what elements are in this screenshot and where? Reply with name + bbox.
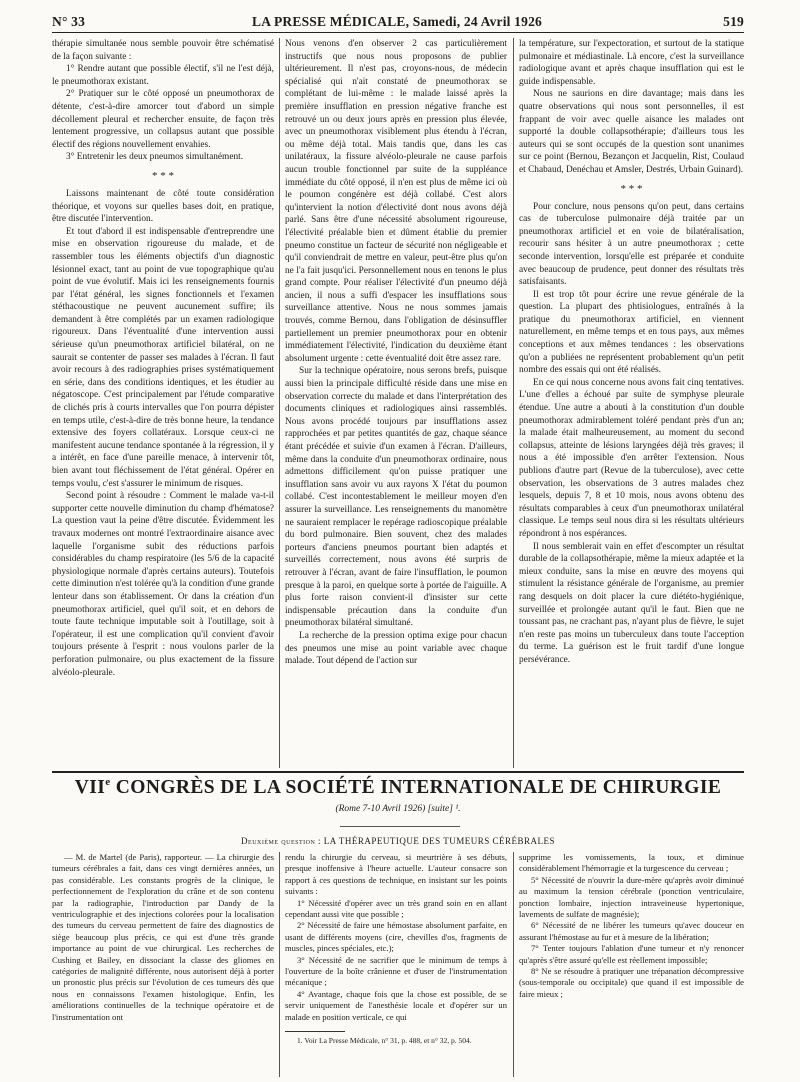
header-rule bbox=[52, 32, 744, 33]
paragraph: Nous ne saurions en dire davantage; mais dans les quatre observations qui nous sont personnelles, il est frappant de voir avec quelle aisance les malades ont supporté la double collapsothérapie; d'ailleurs tous les auteurs qui se sont occupés de la question sont unanimes sur ce point (Bernou, Bezançon et Jacquelin, Rist, Coulaud et Chabaud, Denéchau et Amsler, Destrés, Urbain Guinard). bbox=[519, 89, 744, 175]
column-divider bbox=[513, 852, 514, 1077]
section-separator-stars: * * * bbox=[152, 169, 174, 182]
paragraph: Laissons maintenant de côté toute considération théorique, et voyons sur quelles bases doit, en pratique, être discutée l'intervention. bbox=[52, 188, 274, 225]
paragraph: la température, sur l'expectoration, et surtout de la statique pulmonaire et médiastinale. Là encore, c'est la surveillance radiologique avant et après chaque insufflation qui est le guide indispensable. bbox=[519, 39, 744, 87]
running-header bbox=[52, 14, 744, 32]
article-column-1 bbox=[52, 38, 274, 768]
section-rule bbox=[52, 771, 744, 773]
title-rule bbox=[340, 826, 460, 827]
paragraph: Il nous semblerait vain en effet d'escompter un résultat durable de la collapsothérapie, même la mieux adaptée et la mieux conduite, sans la mise en œuvre des moyens qui stimulent la résistance générale de l'organisme, au premier rang desquels on doit placer la cure diététo-hygiénique, surveillée et prolongée autant qu'il le faut. Bien que ne toussant pas, ne crachant pas, n'ayant plus de fièvre, le sujet n'en reste pas moins un tuberculeux dans toute l'acception du terme. La guérison est le fruit tardif d'une longue persévérance. bbox=[519, 541, 744, 665]
report-column-2 bbox=[285, 852, 507, 1077]
paragraph: supprime les vomissements, la toux, et diminue considérablement l'hémorragie et la turgescence du cerveau ; bbox=[519, 852, 744, 874]
congress-title-ordinal-suffix: e bbox=[105, 776, 111, 788]
issue-number: N° 33 bbox=[52, 14, 86, 29]
paragraph: 6° Nécessité de ne libérer les tumeurs qu'avec douceur en assurant l'hémostase au fur et à mesure de la libération; bbox=[519, 920, 744, 942]
paragraph: rendu la chirurgie du cerveau, si meurtrière à ses débuts, presque inoffensive à l'heure actuelle. L'auteur consacre son rapport à ces questions de technique, en insistant sur les points suivants : bbox=[285, 852, 507, 897]
paragraph: 4° Avantage, chaque fois que la chose est possible, de se servir uniquement de l'anesthésie locale et d'opérer sur un malade en position verticale, ce qui bbox=[285, 988, 507, 1022]
question-label: Deuxième question bbox=[241, 836, 316, 846]
article-column-2 bbox=[285, 38, 507, 768]
report-column-1 bbox=[52, 852, 274, 1077]
paragraph: 7° Tenter toujours l'ablation d'une tumeur et n'y renoncer qu'après s'être assuré qu'elle est réellement impossible; bbox=[519, 943, 744, 965]
paragraph: La recherche de la pression optima exige pour chacun des pneumos une mise au point variable avec chaque malade. Tout dépend de l'action sur bbox=[285, 630, 507, 667]
paragraph: 2° Nécessité de faire une hémostase absolument parfaite, en usant de différents moyens (cire, chevilles d'os, fragments de muscles, pinces spéciales, etc.); bbox=[285, 920, 507, 954]
section-separator-stars: * * * bbox=[620, 182, 643, 195]
footnote-rule bbox=[285, 1031, 345, 1032]
paragraph: Pour conclure, nous pensons qu'on peut, dans certains cas de tuberculose pulmonaire déjà traitée par un pneumothorax artificiel et en voie de bilatéralisation, recourir sans hésiter à un autre pneumothorax ; cette seconde intervention, lorsqu'elle est préparée et conduite avec beaucoup de prudence, peut donner des résultats très satisfaisants. bbox=[519, 201, 744, 288]
paragraph: 8° Ne se résoudre à pratiquer une trépanation décompressive (sous-temporale ou occipitale) que quand il est impossible de faire mieux ; bbox=[519, 966, 744, 999]
page-number: 519 bbox=[723, 14, 744, 29]
paragraph: 1° Nécessité d'opérer avec un très grand soin en en allant cependant aussi vite que possible ; bbox=[285, 897, 507, 920]
footnote: 1. Voir La Presse Médicale, n° 31, p. 488, et n° 32, p. 504. bbox=[297, 1036, 472, 1046]
question-title: : LA THÉRAPEUTIQUE DES TUMEURS CÉRÉBRALES bbox=[315, 836, 555, 846]
paragraph: 1° Rendre autant que possible électif, s'il ne l'est déjà, le pneumothorax existant. bbox=[52, 64, 274, 87]
paragraph: 3° Entretenir les deux pneumos simultanément. bbox=[66, 152, 244, 163]
paragraph: Nous venons d'en observer 2 cas particulièrement instructifs que nous nous proposons de publier ultérieurement. Il n'est pas, croyons-nous, de médecin spécialisé qui n'ait constaté de pneumothorax se complétant de lui-même : le malade laissé après la première insufflation en pression négative franche est retrouvé un ou deux jours après en pression plus élevée, avec un pneumothorax visiblement plus étendu à l'écran, ou même déjà total. Mais tandis que, dans les cas unilatéraux, la fissure alvéolo-pleurale ne cause parfois aucun trouble fonctionnel par suite de la suppléance immédiate du côté opposé, il n'en est plus de même ici où le poumon congénère est déjà collabé. C'est alors qu'intervient la notion d'électivité dont nous avons déjà parlé. Sans être d'une nécessité absolument rigoureuse, l'électivité préalable bien et dûment établie du premier pneumo constitue un facteur de sécurité non négligeable et qu'il conviendrait de mettre en valeur, peut-être plus qu'on ne l'a fait jusqu'ici. Personnellement nous en tenons le plus grand compte. Pour réaliser l'électivité d'un pneumo déjà ancien, il nous a suffi d'espacer les insufflations sous surveillance attentive. Nous ne nous sommes jamais trouvés, comme Bernou, dans l'obligation de désinsuffler partiellement un premier pneumothorax pour en obtenir immédiatement l'électivité, l'indication du deuxième étant absolument urgente : cette éventualité doit être assez rare. bbox=[285, 39, 507, 364]
paragraph: Il est trop tôt pour écrire une revue générale de la question. La plupart des phtisiologues, entraînés à la pratique du pneumothorax artificiel, en viennent naturellement, en même temps et en tous pays, aux mêmes conceptions et aux mêmes tendances : les observations qu'on a publiées ne représentent probablement qu'un petit nombre des essais qui ont été réalisés. bbox=[519, 289, 744, 376]
paragraph: 3° Nécessité de ne sacrifier que le minimum de temps à l'ouverture de la boîte crânienne et d'user de l'instrumentation mécanique ; bbox=[285, 954, 507, 988]
article-column-3 bbox=[519, 38, 744, 768]
paragraph: thérapie simultanée nous semble pouvoir être schématisé de la façon suivante : bbox=[52, 39, 274, 62]
report-column-2-text bbox=[285, 852, 507, 1023]
paragraph: Second point à résoudre : Comment le malade va-t-il supporter cette nouvelle diminution du champ d'hématose? La question vaut la peine d'être discutée. Évidemment les travaux modernes ont montré l'extraordinaire aisance avec laquelle l'organisme subit des réductions parfois considérables du champ respiratoire (les 5/6 de la capacité physiologique normale d'après certains auteurs). Toutefois cette diminution n'est tolérée qu'à la condition d'une grande lenteur dans son établissement. Or dans la création d'un pneumothorax artificiel, quel qu'il soit, et en dehors de toute faute technique imputable soit à l'outillage, soit à l'opérateur, il est une complication qu'il convient d'avoir toujours présente à l'esprit : nous voulons parler de la perforation pulmonaire, ou plus exactement de la fissure alvéolo-pleurale. bbox=[52, 491, 274, 678]
column-divider bbox=[279, 38, 280, 768]
congress-title-text: CONGRÈS DE LA SOCIÉTÉ INTERNATIONALE DE CHIRURGIE bbox=[110, 777, 722, 798]
column-divider bbox=[513, 38, 514, 768]
column-divider bbox=[279, 852, 280, 1077]
paragraph: En ce qui nous concerne nous avons fait cinq tentatives. L'une d'elles a échoué par suite de symphyse pleurale étendue. Une autre a abouti à la constitution d'un double pneumothorax admirablement toléré pendant près d'un an; la malade était malheureusement, au moment du second collapsus, atteinte de lésions laryngées déjà très graves; il nous a été impossible d'en arrêter l'extension. Nous publions d'autre part (Revue de la tuberculose), avec cette observation, les observations de 3 autres malades chez lesquels, depuis 7, 8 et 10 mois, nous avons obtenu des résultats comparables à ceux d'un pneumothorax unilatéral classique. Le temps seul nous dira si les résultats ultérieurs répondront à nos espérances. bbox=[519, 377, 744, 539]
congress-title bbox=[52, 777, 744, 799]
congress-title-ordinal: VII bbox=[74, 777, 106, 798]
paragraph: 2° Pratiquer sur le côté opposé un pneumothorax de détente, c'est-à-dire amorcer tout d'abord un simple décollement pleural et rechercher ensuite, de façon très lentement progressive, un collapsus autant que possible électif des régions nouvellement envahies. bbox=[52, 89, 274, 150]
paragraph: 5° Nécessité de n'ouvrir la dure-mère qu'après avoir diminué au maximum la tension cérébrale (ponction ventriculaire, ponction lombaire, injection intraveineuse hypertonique, lavements de sulfate de magnésie); bbox=[519, 874, 744, 920]
paragraph: Et tout d'abord il est indispensable d'entreprendre une mise en observation rigoureuse du malade, et de rassembler tous les éléments objectifs d'un diagnostic lésionnel exact, tant au point de vue topographique qu'au point de vue évolutif. Mais ici les renseignements fournis par l'état général, les signes fonctionnels et l'examen stéthacoustique ne peuvent aucunement suffire; ils demandent à être complétés par un examen radiologique rigoureux. Dans l'éventualité d'une intervention aussi sérieuse qu'un pneumothorax artificiel bilatéral, on ne saurait se contenter de passer ses malades à l'écran. Il faut avoir recours à des radiographies prises systématiquement en série, dans des conditions identiques, et les étudier au négatoscope. C'est principalement par l'étude comparative de clichés pris à courts intervalles que l'on pourra dépister en temps utile, c'est-à-dire de très bonne heure, la tendance extensive des foyers collatéraux. Lorsque ceux-ci ne manifestent aucune tendance spontanée à la régression, il y a intérêt, en face d'une pareille menace, à intervenir tôt, bien avant tout fléchissement de l'état général. Opérer en temps voulu, c'est s'assurer le minimum de risques. bbox=[52, 226, 274, 489]
congress-subtitle: (Rome 7-10 Avril 1926) [suite] ¹. bbox=[335, 804, 461, 814]
question-heading bbox=[52, 836, 744, 846]
report-column-3 bbox=[519, 852, 744, 1077]
journal-title: LA PRESSE MÉDICALE, Samedi, 24 Avril 1926 bbox=[252, 14, 542, 29]
paragraph: Sur la technique opératoire, nous serons brefs, puisque aussi bien la principale difficulté réside dans une mise en observation correcte du malade et dans l'interprétation des documents cliniques et radiologiques ainsi rassemblés. Nous avons procédé toujours par insufflations assez rapprochées et par petites quantités de gaz, chaque séance étant précédée et suivie d'un examen à l'écran. D'ailleurs, même dans la conduite d'un pneumothorax ordinaire, nous admettons difficilement qu'on puisse pratiquer une insufflation sans avoir vu aux rayons X l'état du poumon collabé. C'est incontestablement le meilleur moyen d'en assurer la surveillance. Les renseignements du manomètre ne sauraient remplacer le repérage radioscopique préalable du bord pulmonaire. Bien souvent, chez des malades porteurs d'anciens pneumos pourtant bien adaptés et surveillés correctement, nous avons été surpris de retrouver à l'écran, avant de faire l'insufflation, le poumon presque à la paroi, en quelque sorte à portée de l'aiguille. A plus forte raison convient-il d'insister sur cette indispensable précaution dans la conduite d'un pneumothorax bilatéral simultané. bbox=[285, 366, 507, 629]
paragraph: — M. de Martel (de Paris), rapporteur. — La chirurgie des tumeurs cérébrales a fait, dans ces vingt dernières années, un pas considérable. Les constants progrès de la clinique, le perfectionnement de l'exploration du crâne et de son contenu par la radiographie, l'introduction par Dandy de la ventriculographie et des injections colorées pour la localisation des tumeurs du cerveau permettent de faire des diagnostics de siège beaucoup plus précis, ce qui est d'une très grande importance au point de vue chirurgical. Les recherches de Cushing et Bailey, en dissociant la classe des gliomes en catégories de malignité différente, nous autorisent déjà à porter un pronostic plus précis sur l'évolution de ces tumeurs dès que nous en connaissons l'examen histologique. Enfin, les améliorations continuelles de la technique opératoire et de l'instrumentation ont bbox=[52, 852, 274, 1022]
